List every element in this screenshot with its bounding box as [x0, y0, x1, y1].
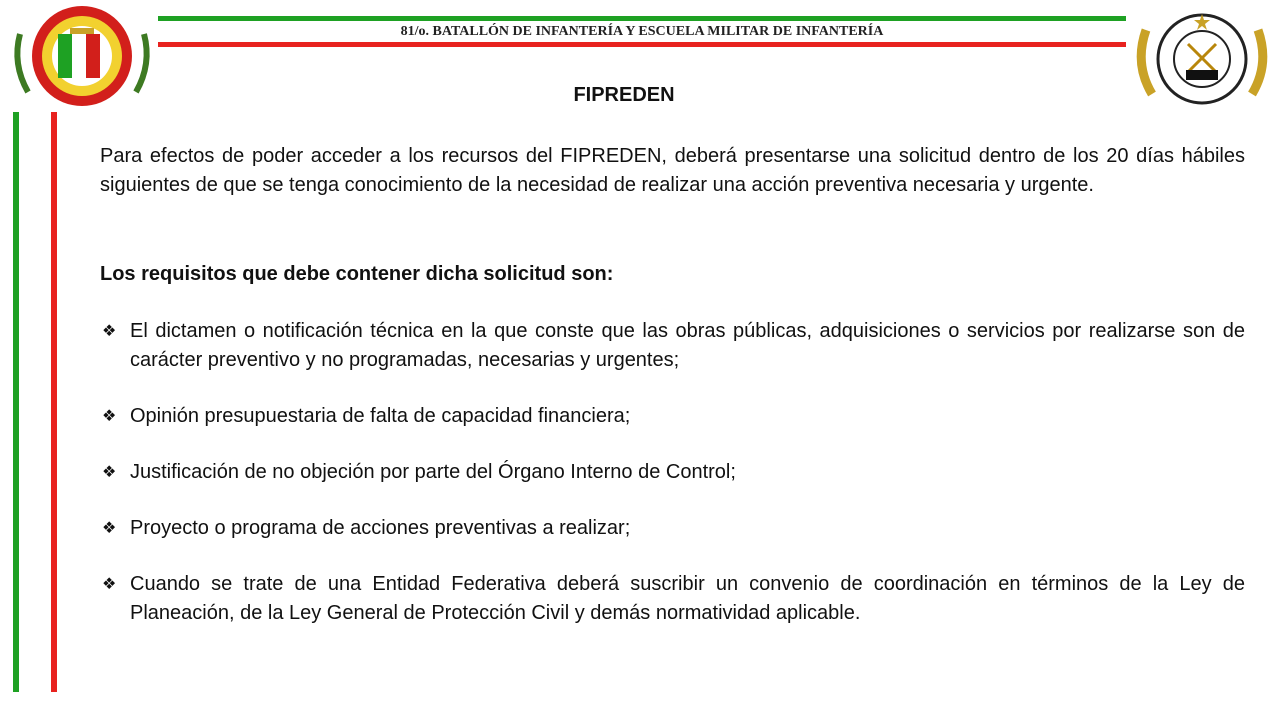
requirements-list	[100, 317, 1245, 628]
requirements-heading: Los requisitos que debe contener dicha solicitud son:	[100, 263, 614, 285]
diamond-bullet-icon: ❖	[102, 576, 117, 593]
list-item	[100, 317, 1245, 375]
header-banner: 81/o. BATALLÓN DE INFANTERÍA Y ESCUELA MILITAR DE INFANTERÍA	[400, 24, 884, 39]
intro-paragraph: Para efectos de poder acceder a los recursos del FIPREDEN, deberá presentarse una solicitud dentro de los 20 días hábiles siguientes de que se tenga conocimiento de la necesidad de realizar una acción preventiva necesaria y urgente.	[100, 145, 1245, 196]
page-title: FIPREDEN	[573, 84, 675, 106]
list-item	[100, 514, 1245, 543]
diamond-bullet-icon: ❖	[102, 464, 117, 481]
list-item	[100, 570, 1245, 628]
list-item-text: Opinión presupuestaria de falta de capacidad financiera;	[130, 405, 631, 427]
list-item	[100, 458, 1245, 487]
diamond-bullet-icon: ❖	[102, 323, 117, 340]
diamond-bullet-icon: ❖	[102, 408, 117, 425]
left-red-stripe	[51, 112, 57, 692]
left-green-stripe	[13, 112, 19, 692]
list-item-text: Justificación de no objeción por parte del Órgano Interno de Control;	[130, 461, 736, 483]
diamond-bullet-icon: ❖	[102, 520, 117, 537]
list-item-text: El dictamen o notificación técnica en la que conste que las obras públicas, adquisiciones o servicios por realizarse son de carácter preventivo y no programadas, necesarias y urgentes;	[130, 320, 1245, 371]
top-red-stripe	[158, 42, 1126, 47]
content-body	[100, 142, 1245, 655]
list-item-text: Cuando se trate de una Entidad Federativa deberá suscribir un convenio de coordinación en términos de la Ley de Planeación, de la Ley General de Protección Civil y demás normatividad aplicable.	[130, 573, 1245, 624]
list-item	[100, 402, 1245, 431]
list-item-text: Proyecto o programa de acciones preventivas a realizar;	[130, 517, 631, 539]
